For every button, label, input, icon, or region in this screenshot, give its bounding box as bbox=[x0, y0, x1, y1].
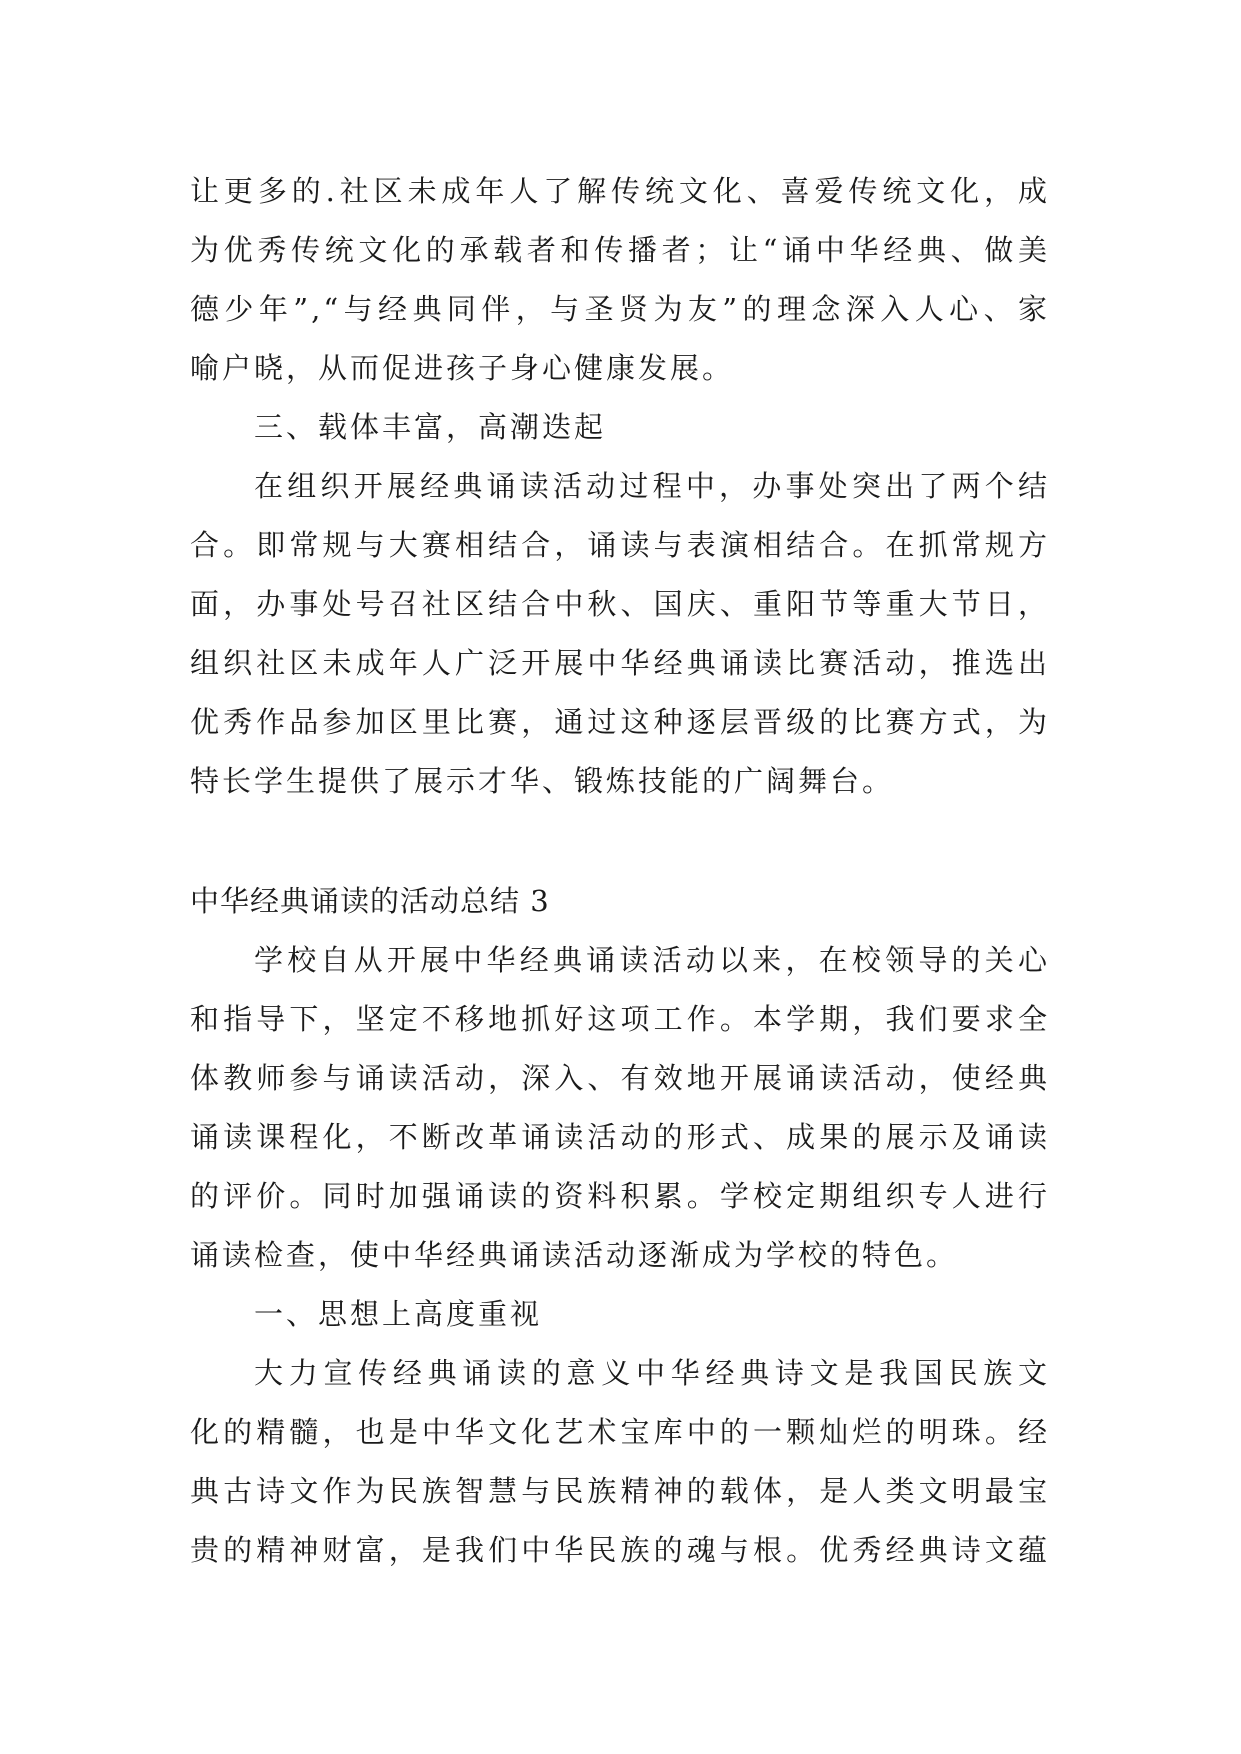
text-line: 典古诗文作为民族智慧与民族精神的载体，是人类文明最宝 bbox=[190, 1474, 1050, 1508]
paragraph bbox=[190, 1344, 1050, 1580]
text-line: 诵读检查，使中华经典诵读活动逐渐成为学校的特色。 bbox=[190, 1238, 959, 1272]
section-heading: 一、思想上高度重视 bbox=[254, 1297, 543, 1331]
text-line: 在组织开展经典诵读活动过程中，办事处突出了两个结 bbox=[254, 469, 1050, 503]
text-line: 贵的精神财富，是我们中华民族的魂与根。优秀经典诗文蕴 bbox=[190, 1533, 1050, 1567]
text-line: 大力宣传经典诵读的意义中华经典诗文是我国民族文 bbox=[254, 1356, 1050, 1390]
text-line: 诵读课程化，不断改革诵读活动的形式、成果的展示及诵读 bbox=[190, 1120, 1050, 1154]
text-line: 喻户晓，从而促进孩子身心健康发展。 bbox=[190, 351, 735, 385]
paragraph bbox=[190, 457, 1050, 811]
text-line: 为优秀传统文化的承载者和传播者；让“诵中华经典、做美 bbox=[190, 233, 1050, 267]
text-line: 学校自从开展中华经典诵读活动以来，在校领导的关心 bbox=[254, 943, 1050, 977]
text-line: 德少年”,“与经典同伴，与圣贤为友”的理念深入人心、家 bbox=[190, 292, 1050, 326]
text-line: 合。即常规与大赛相结合，诵读与表演相结合。在抓常规方 bbox=[190, 528, 1050, 562]
document-body bbox=[190, 162, 1050, 1580]
text-line: 让更多的.社区未成年人了解传统文化、喜爱传统文化，成 bbox=[190, 174, 1050, 208]
paragraph bbox=[190, 162, 1050, 398]
text-line: 化的精髓，也是中华文化艺术宝库中的一颗灿烂的明珠。经 bbox=[190, 1415, 1050, 1449]
spacer bbox=[190, 811, 1050, 872]
text-line: 优秀作品参加区里比赛，通过这种逐层晋级的比赛方式，为 bbox=[190, 705, 1050, 739]
text-line: 组织社区未成年人广泛开展中华经典诵读比赛活动，推选出 bbox=[190, 646, 1050, 680]
text-line: 的评价。同时加强诵读的资料积累。学校定期组织专人进行 bbox=[190, 1179, 1050, 1213]
section-heading: 三、载体丰富，高潮迭起 bbox=[254, 410, 607, 444]
text-line: 和指导下，坚定不移地抓好这项工作。本学期，我们要求全 bbox=[190, 1002, 1050, 1036]
paragraph bbox=[190, 931, 1050, 1285]
article-title: 中华经典诵读的活动总结 3 bbox=[190, 884, 550, 918]
text-line: 面，办事处号召社区结合中秋、国庆、重阳节等重大节日， bbox=[190, 587, 1050, 621]
text-line: 体教师参与诵读活动，深入、有效地开展诵读活动，使经典 bbox=[190, 1061, 1050, 1095]
text-line: 特长学生提供了展示才华、锻炼技能的广阔舞台。 bbox=[190, 764, 895, 798]
